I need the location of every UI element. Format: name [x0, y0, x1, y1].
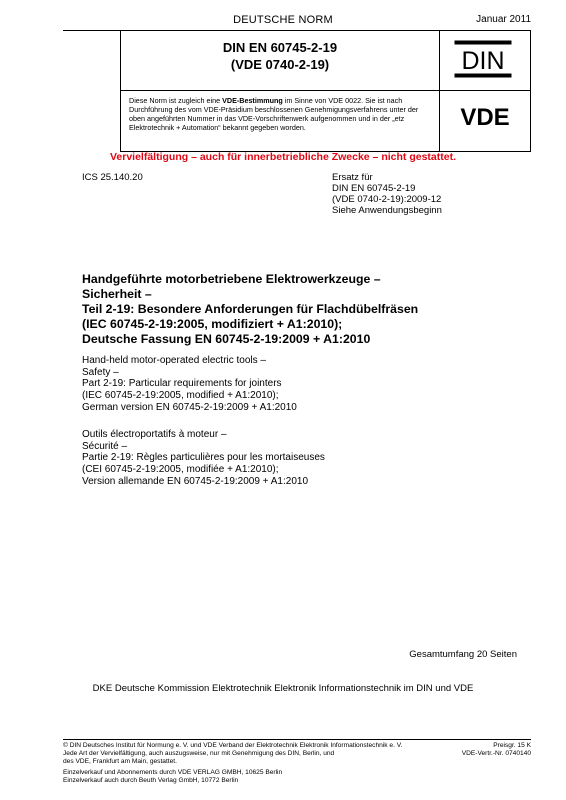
replaced-vde-number: (VDE 0740-2-19):2009-12	[332, 194, 442, 205]
title-de-line: Deutsche Fassung EN 60745-2-19:2009 + A1:2010	[82, 332, 371, 346]
vde-note-prefix: Diese Norm ist zugleich eine	[129, 96, 223, 105]
vde-logo-text: VDE	[460, 104, 510, 129]
din-logo-icon	[454, 40, 512, 78]
title-fr-line: Outils électroportatifs à moteur –	[82, 429, 227, 440]
ics-code: ICS 25.140.20	[82, 172, 143, 183]
title-german	[82, 272, 542, 347]
dke-commission-line: DKE Deutsche Kommission Elektrotechnik Elektronik Informationstechnik im DIN und VDE	[92, 683, 474, 694]
title-en-line: German version EN 60745-2-19:2009 + A1:2010	[82, 401, 297, 413]
vde-regulation-note	[129, 96, 431, 132]
title-en-line: Safety –	[82, 366, 119, 378]
publication-date: Januar 2011	[476, 14, 531, 25]
title-de-line: (IEC 60745-2-19:2005, modifiziert + A1:2010);	[82, 317, 343, 331]
title-fr-line: Sécurité –	[82, 440, 128, 452]
title-fr-line: Partie 2-19: Règles particulières pour les mortaiseuses	[82, 452, 325, 464]
price-group: Preisgr. 15 K	[493, 742, 531, 749]
copy-prohibition-warning: Vervielfältigung – auch für innerbetriebliche Zwecke – nicht gestattet.	[109, 151, 456, 163]
vde-note-emphasis: VDE-Bestimmung	[222, 96, 283, 105]
title-fr-line: Version allemande EN 60745-2-19:2009 + A1:2010	[82, 475, 309, 487]
sales-line: Einzelverkauf und Abonnements durch VDE VERLAG GMBH, 10625 Berlin	[63, 769, 283, 776]
replaces-label: Ersatz für	[332, 172, 373, 183]
replaced-din-number: DIN EN 60745-2-19	[332, 183, 416, 194]
title-en-line: Hand-held motor-operated electric tools –	[82, 355, 266, 366]
title-de-line: Sicherheit –	[82, 287, 152, 301]
vde-number: (VDE 0740-2-19)	[230, 57, 330, 72]
din-logo-text: DIN	[461, 47, 505, 75]
vde-order-number: VDE-Vertr.-Nr. 0740140	[461, 750, 531, 757]
title-en-line: Part 2-19: Particular requirements for jointers	[82, 378, 282, 390]
vde-logo-icon	[454, 103, 516, 129]
title-english	[82, 355, 542, 414]
box-horizontal-divider	[121, 90, 531, 91]
replaces-block	[332, 172, 442, 216]
norm-type-heading: DEUTSCHE NORM	[233, 14, 333, 26]
title-de-line: Teil 2-19: Besondere Anforderungen für Flachdübelfräsen	[82, 302, 419, 316]
copyright-line: © DIN Deutsches Institut für Normung e. V. und VDE Verband der Elektrotechnik Elektronik Informationstechnik e. V.	[63, 742, 403, 749]
sales-line: Einzelverkauf auch durch Beuth Verlag GmbH, 10772 Berlin	[63, 777, 239, 784]
title-fr-line: (CEI 60745-2-19:2005, modifiée + A1:2010);	[82, 464, 279, 476]
title-de-line: Handgeführte motorbetriebene Elektrowerkzeuge –	[82, 272, 381, 286]
din-en-number: DIN EN 60745-2-19	[222, 40, 338, 55]
application-start-note: Siehe Anwendungsbeginn	[332, 205, 442, 216]
sales-info	[63, 769, 282, 785]
copyright-line: Jede Art der Vervielfältigung, auch auszugsweise, nur mit Genehmigung des DIN, Berlin, und	[63, 750, 335, 757]
footer-divider	[63, 739, 531, 740]
copyright-line: des VDE, Frankfurt am Main, gestattet.	[63, 758, 177, 765]
title-en-line: (IEC 60745-2-19:2005, modified + A1:2010);	[82, 390, 279, 402]
copyright-notice	[63, 742, 433, 766]
title-french	[82, 429, 542, 488]
total-page-count: Gesamtumfang 20 Seiten	[409, 649, 517, 660]
vde-note-suffix: im Sinne von VDE 0022. Sie ist nach Durchführung des vom VDE-Präsidium beschlossenen Genehmigungsverfahrens unter der oben angeführten Nummer in das VDE-Vorschriftenwerk aufgenommen und in der „etz Elektrotechnik + Automation“ bekannt gegeben worden.	[129, 96, 419, 132]
identification-box	[120, 31, 531, 152]
price-block	[462, 742, 531, 758]
document-number-block	[121, 39, 439, 73]
box-vertical-divider	[439, 31, 440, 151]
